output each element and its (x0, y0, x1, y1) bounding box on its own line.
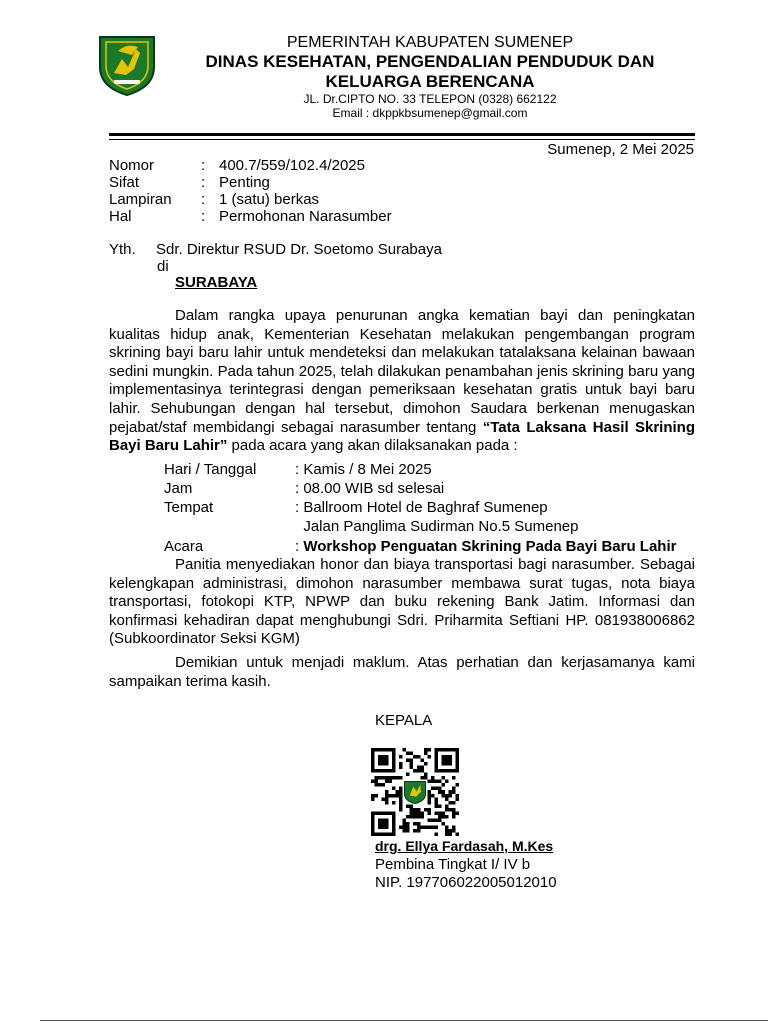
letter-date: Sumenep, 2 Mei 2025 (547, 141, 694, 158)
meta-key: Lampiran (109, 191, 172, 208)
detail-colon: : (295, 538, 304, 555)
detail-row-address (164, 518, 579, 535)
meta-colon: : (201, 157, 206, 174)
signatory-name: drg. Ellya Fardasah, M.Kes (375, 838, 554, 854)
recipient (109, 241, 442, 258)
recipient-name: Sdr. Direktur RSUD Dr. Soetomo Surabaya (156, 241, 442, 258)
detail-value: Jalan Panglima Sudirman No.5 Sumenep (295, 518, 579, 535)
letterhead-government: PEMERINTAH KABUPATEN SUMENEP (286, 34, 574, 51)
p1-text: Dalam rangka upaya penurunan angka kematian bayi dan peningkatan kualitas hidup anak, Kementerian Kesehatan melakukan pengembangan program skrining bayi baru lahir untuk mendeteksi dan melakukan tatalaksana kelainan bawaan sedini mungkin. Pada tahun 2025, telah dilakukan penambahan jenis skrining baru yang implementasinya terintegrasi dengan pemeriksaan kesehatan gratis untuk bayi baru lahir. Sehubungan dengan hal tersebut, dimohon Saudara berkenan menugaskan pejabat/staf membidangi sebagai narasumber tentang (109, 307, 695, 436)
body-paragraph-3 (109, 654, 695, 691)
p1-tail: pada acara yang akan dilaksanakan pada : (227, 437, 518, 455)
meta-value: Permohonan Narasumber (219, 208, 392, 225)
meta-value: Penting (219, 174, 270, 191)
letterhead-email: Email : dkppkbsumenep@gmail.com (332, 106, 528, 120)
signature-title: KEPALA (375, 712, 433, 729)
meta-colon: : (201, 174, 206, 191)
detail-value: : Ballroom Hotel de Baghraf Sumenep (295, 499, 548, 516)
meta-row-lampiran (109, 191, 392, 208)
body-paragraph-2 (109, 556, 695, 649)
letterhead-agency-line1: DINAS KESEHATAN, PENGENDALIAN PENDUDUK DAN (205, 52, 655, 71)
meta-value: 1 (satu) berkas (219, 191, 320, 208)
regency-logo-icon (92, 33, 162, 97)
p1-topic: “Tata Laksana Hasil Skrining Bayi Baru Lahir” (109, 418, 695, 455)
letterhead-agency-line2: KELUARGA BERENCANA (325, 72, 535, 91)
detail-value: : Kamis / 8 Mei 2025 (295, 461, 432, 478)
letterhead-rule-thick (109, 133, 695, 136)
meta-row-hal (109, 208, 392, 225)
p3-text: Demikian untuk menjadi maklum. Atas perhatian dan kerjasamanya kami sampaikan terima kasih. (109, 654, 695, 690)
detail-key: Hari / Tanggal (164, 461, 257, 478)
detail-value: : 08.00 WIB sd selesai (295, 480, 445, 497)
detail-event-name: Workshop Penguatan Skrining Pada Bayi Baru Lahir (303, 538, 677, 555)
detail-key: Tempat (164, 499, 214, 516)
qr-code-icon (371, 748, 459, 836)
meta-colon: : (201, 208, 206, 225)
detail-key: Jam (164, 480, 193, 497)
meta-key: Hal (109, 208, 132, 225)
meta-key: Sifat (109, 174, 140, 191)
recipient-city: SURABAYA (175, 274, 258, 291)
detail-row-event (164, 538, 676, 555)
recipient-label: Yth. (109, 241, 136, 258)
detail-row-date (164, 461, 432, 478)
detail-key (164, 518, 295, 535)
p2-text: Panitia menyediakan honor dan biaya transportasi bagi narasumber. Sebagai kelengkapan administrasi, dimohon narasumber membawa surat tugas, nota biaya transportasi, fotokopi KTP, NPWP dan buku rekening Bank Jatim. Informasi dan konfirmasi kehadiran dapat menghubungi Sdri. Priharmita Seftiani HP. 081938006862 (Subkoordinator Seksi KGM) (109, 556, 695, 648)
letterhead-address: JL. Dr.CIPTO NO. 33 TELEPON (0328) 662122 (303, 92, 557, 106)
page-bottom-line (40, 1020, 768, 1021)
recipient-di: di (157, 258, 169, 275)
letterhead-rule-thin (109, 139, 695, 140)
body-paragraph-1 (109, 307, 695, 456)
detail-key: Acara (164, 538, 204, 555)
meta-value: 400.7/559/102.4/2025 (219, 157, 365, 174)
signatory-nip: NIP. 197706022005012010 (375, 874, 557, 891)
meta-row-sifat (109, 174, 392, 191)
meta-key: Nomor (109, 157, 155, 174)
letter-meta (109, 157, 392, 225)
detail-row-place (164, 499, 548, 516)
signatory-rank: Pembina Tingkat I/ IV b (375, 856, 531, 873)
detail-row-time (164, 480, 444, 497)
meta-colon: : (201, 191, 206, 208)
meta-row-nomor (109, 157, 392, 174)
